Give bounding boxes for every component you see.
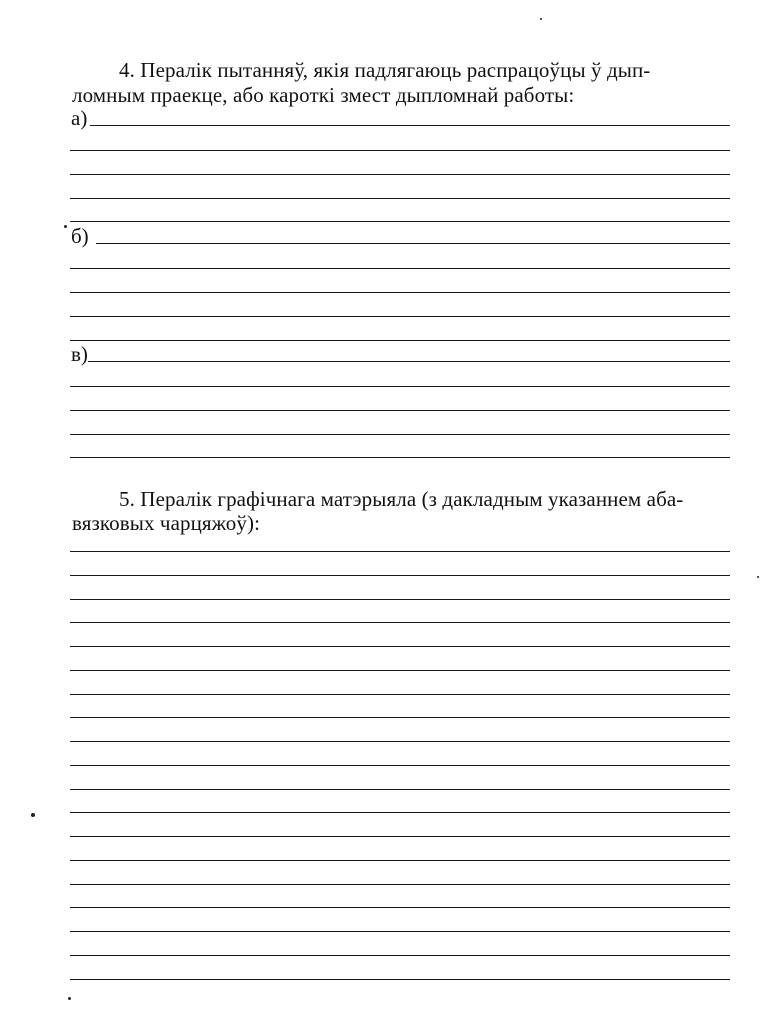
scan-speck [540,18,542,20]
section-4-heading-line-1: 4. Пералік пытанняў, якія падлягаюць распрацоўцы ў дып- [119,58,651,82]
answer-line[interactable] [70,292,730,293]
section-5-heading-line-2: вязковых чарцяжоў): [72,511,260,535]
item-a-label: а) [71,106,88,130]
answer-line[interactable] [70,551,730,552]
item-c-answer-line[interactable] [88,361,730,362]
answer-line[interactable] [70,884,730,885]
answer-line[interactable] [70,812,730,813]
answer-line[interactable] [70,198,730,199]
scan-speck [757,576,759,578]
answer-line[interactable] [70,979,730,980]
section-4-heading-line-2: ломным праекце, або кароткі змест дыпломнай работы: [72,83,575,107]
scan-speck [31,813,35,817]
answer-line[interactable] [70,386,730,387]
scan-speck [68,997,71,1000]
answer-line[interactable] [70,410,730,411]
answer-line[interactable] [70,268,730,269]
answer-line[interactable] [70,150,730,151]
answer-line[interactable] [70,836,730,837]
answer-line[interactable] [70,694,730,695]
answer-line[interactable] [70,741,730,742]
scan-speck [64,225,67,228]
answer-line[interactable] [70,622,730,623]
answer-line[interactable] [70,221,730,222]
answer-line[interactable] [70,575,730,576]
answer-line[interactable] [70,174,730,175]
answer-line[interactable] [70,907,730,908]
answer-line[interactable] [70,931,730,932]
answer-line[interactable] [70,599,730,600]
answer-line[interactable] [70,340,730,341]
answer-line[interactable] [70,457,730,458]
item-a-answer-line[interactable] [90,125,730,126]
item-b-label: б) [71,224,89,248]
answer-line[interactable] [70,955,730,956]
item-b-answer-line[interactable] [96,243,730,244]
answer-line[interactable] [70,670,730,671]
answer-line[interactable] [70,316,730,317]
answer-line[interactable] [70,860,730,861]
answer-line[interactable] [70,765,730,766]
answer-line[interactable] [70,434,730,435]
answer-line[interactable] [70,646,730,647]
answer-line[interactable] [70,717,730,718]
answer-line[interactable] [70,789,730,790]
section-5-heading-line-1: 5. Пералік графічнага матэрыяла (з дакладным указаннем аба- [119,487,684,511]
item-c-label: в) [71,342,88,366]
